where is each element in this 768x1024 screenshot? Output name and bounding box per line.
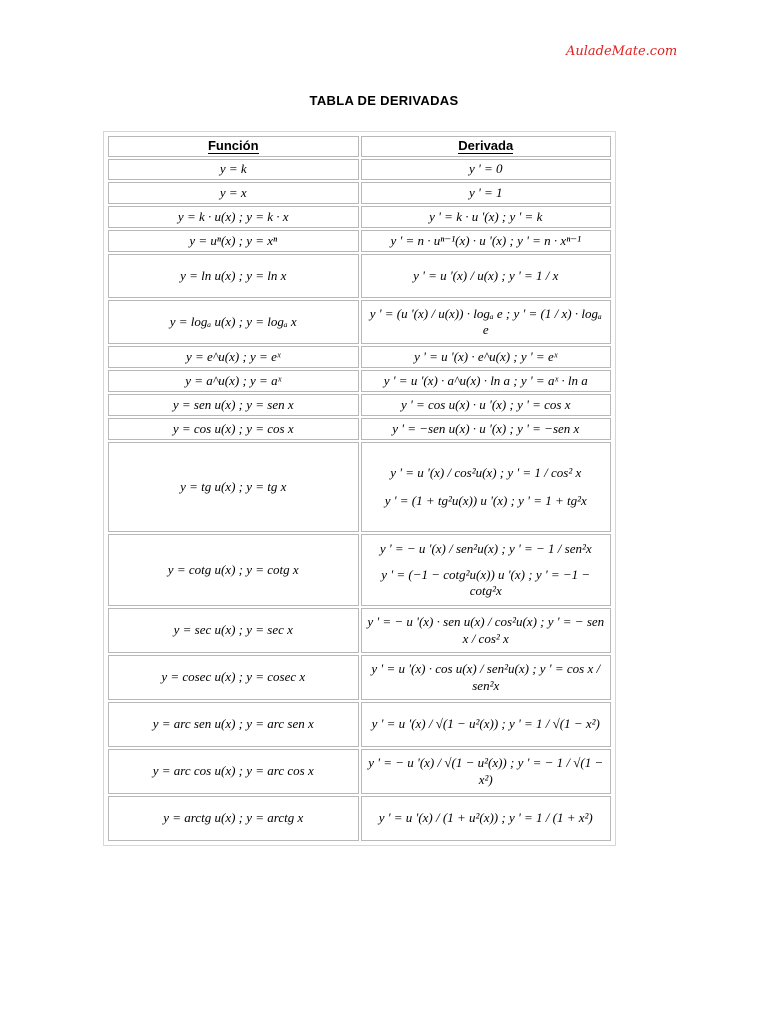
derivative-cell: [361, 370, 612, 392]
header-derivative: Derivada: [361, 136, 612, 157]
function-cell: y = arc cos u(x) ; y = arc cos x: [108, 749, 359, 794]
function-cell: y = cosec u(x) ; y = cosec x: [108, 655, 359, 700]
function-cell: y = sec u(x) ; y = sec x: [108, 608, 359, 653]
function-cell: y = k: [108, 159, 359, 180]
table-row: [108, 230, 611, 252]
derivative-cell: [361, 394, 612, 416]
derivative-formula: y ' = u '(x) / u(x) ; y ' = 1 / x: [413, 267, 559, 283]
derivative-formula: y ' = n · uⁿ⁻¹(x) · u '(x) ; y ' = n · xⁿ⁻¹: [390, 232, 582, 248]
derivative-formula: y ' = (u '(x) / u(x)) · logₐ e ; y ' = (1 / x) · logₐ e: [369, 305, 602, 337]
page-title: TABLA DE DERIVADAS: [309, 93, 459, 108]
table-row: [108, 206, 611, 228]
header-function: Función: [108, 136, 359, 157]
function-cell: y = x: [108, 182, 359, 204]
function-cell: y = logₐ u(x) ; y = logₐ x: [108, 300, 359, 344]
function-cell: y = ln u(x) ; y = ln x: [108, 254, 359, 298]
derivatives-table: [106, 134, 613, 843]
derivative-formula: y ' = u '(x) / √(1 − u²(x)) ; y ' = 1 / √(1 − x²): [371, 716, 600, 732]
table-row: [108, 796, 611, 841]
table-row: [108, 159, 611, 180]
table-row: [108, 346, 611, 368]
brand-watermark: AuladeMate.com: [566, 44, 678, 59]
derivative-formula: y ' = k · u '(x) ; y ' = k: [429, 208, 543, 224]
derivative-cell: [361, 300, 612, 344]
derivative-formula-alt: y ' = (−1 − cotg²u(x)) u '(x) ; y ' = −1 − cotg²x: [381, 566, 591, 599]
table-row: [108, 534, 611, 606]
table-row: [108, 394, 611, 416]
derivative-cell: [361, 230, 612, 252]
derivative-formula: y ' = 0: [468, 161, 503, 177]
table-header-row: [108, 136, 611, 157]
derivative-formula: y ' = u '(x) / cos²u(x) ; y ' = 1 / cos² x: [390, 464, 582, 480]
function-cell: y = a^u(x) ; y = aˣ: [108, 370, 359, 392]
derivative-formula: y ' = 1: [468, 184, 503, 200]
derivative-cell: [361, 182, 612, 204]
derivative-cell: [361, 655, 612, 700]
function-cell: y = arc sen u(x) ; y = arc sen x: [108, 702, 359, 747]
table-row: [108, 442, 611, 532]
derivatives-table-container: [103, 131, 616, 846]
derivative-formula-alt: y ' = (1 + tg²u(x)) u '(x) ; y ' = 1 + tg²x: [384, 493, 587, 508]
derivative-cell: [361, 702, 612, 747]
table-row: [108, 418, 611, 440]
derivative-cell: [361, 254, 612, 298]
table-row: [108, 370, 611, 392]
derivative-cell: [361, 418, 612, 440]
derivative-formula: y ' = − u '(x) · sen u(x) / cos²u(x) ; y ' = − sen x / cos² x: [367, 614, 605, 646]
table-row: [108, 300, 611, 344]
function-cell: y = sen u(x) ; y = sen x: [108, 394, 359, 416]
function-cell: y = arctg u(x) ; y = arctg x: [108, 796, 359, 841]
derivative-cell: [361, 159, 612, 180]
table-row: [108, 254, 611, 298]
derivative-formula: y ' = − u '(x) / √(1 − u²(x)) ; y ' = − 1 / √(1 − x²): [368, 755, 604, 787]
function-cell: y = uⁿ(x) ; y = xⁿ: [108, 230, 359, 252]
derivative-formula: y ' = u '(x) · cos u(x) / sen²u(x) ; y ' = cos x / sen²x: [371, 661, 601, 693]
function-cell: y = tg u(x) ; y = tg x: [108, 442, 359, 532]
derivative-cell: [361, 206, 612, 228]
derivative-formula: y ' = −sen u(x) · u '(x) ; y ' = −sen x: [392, 420, 580, 436]
table-row: [108, 608, 611, 653]
function-cell: y = e^u(x) ; y = eˣ: [108, 346, 359, 368]
derivative-formula: y ' = − u '(x) / sen²u(x) ; y ' = − 1 / sen²x: [379, 540, 592, 556]
derivative-cell: [361, 608, 612, 653]
derivative-formula: y ' = u '(x) / (1 + u²(x)) ; y ' = 1 / (1 + x²): [378, 810, 593, 826]
derivative-cell: [361, 442, 612, 532]
function-cell: y = cos u(x) ; y = cos x: [108, 418, 359, 440]
table-row: [108, 655, 611, 700]
derivative-cell: [361, 346, 612, 368]
derivative-formula: y ' = cos u(x) · u '(x) ; y ' = cos x: [400, 396, 571, 412]
derivative-cell: [361, 534, 612, 606]
table-row: [108, 749, 611, 794]
derivative-cell: [361, 796, 612, 841]
table-row: [108, 182, 611, 204]
function-cell: y = cotg u(x) ; y = cotg x: [108, 534, 359, 606]
derivative-formula: y ' = u '(x) · a^u(x) · ln a ; y ' = aˣ · ln a: [383, 372, 588, 388]
derivative-formula: y ' = u '(x) · e^u(x) ; y ' = eˣ: [414, 348, 558, 364]
table-row: [108, 702, 611, 747]
derivative-cell: [361, 749, 612, 794]
function-cell: y = k · u(x) ; y = k · x: [108, 206, 359, 228]
